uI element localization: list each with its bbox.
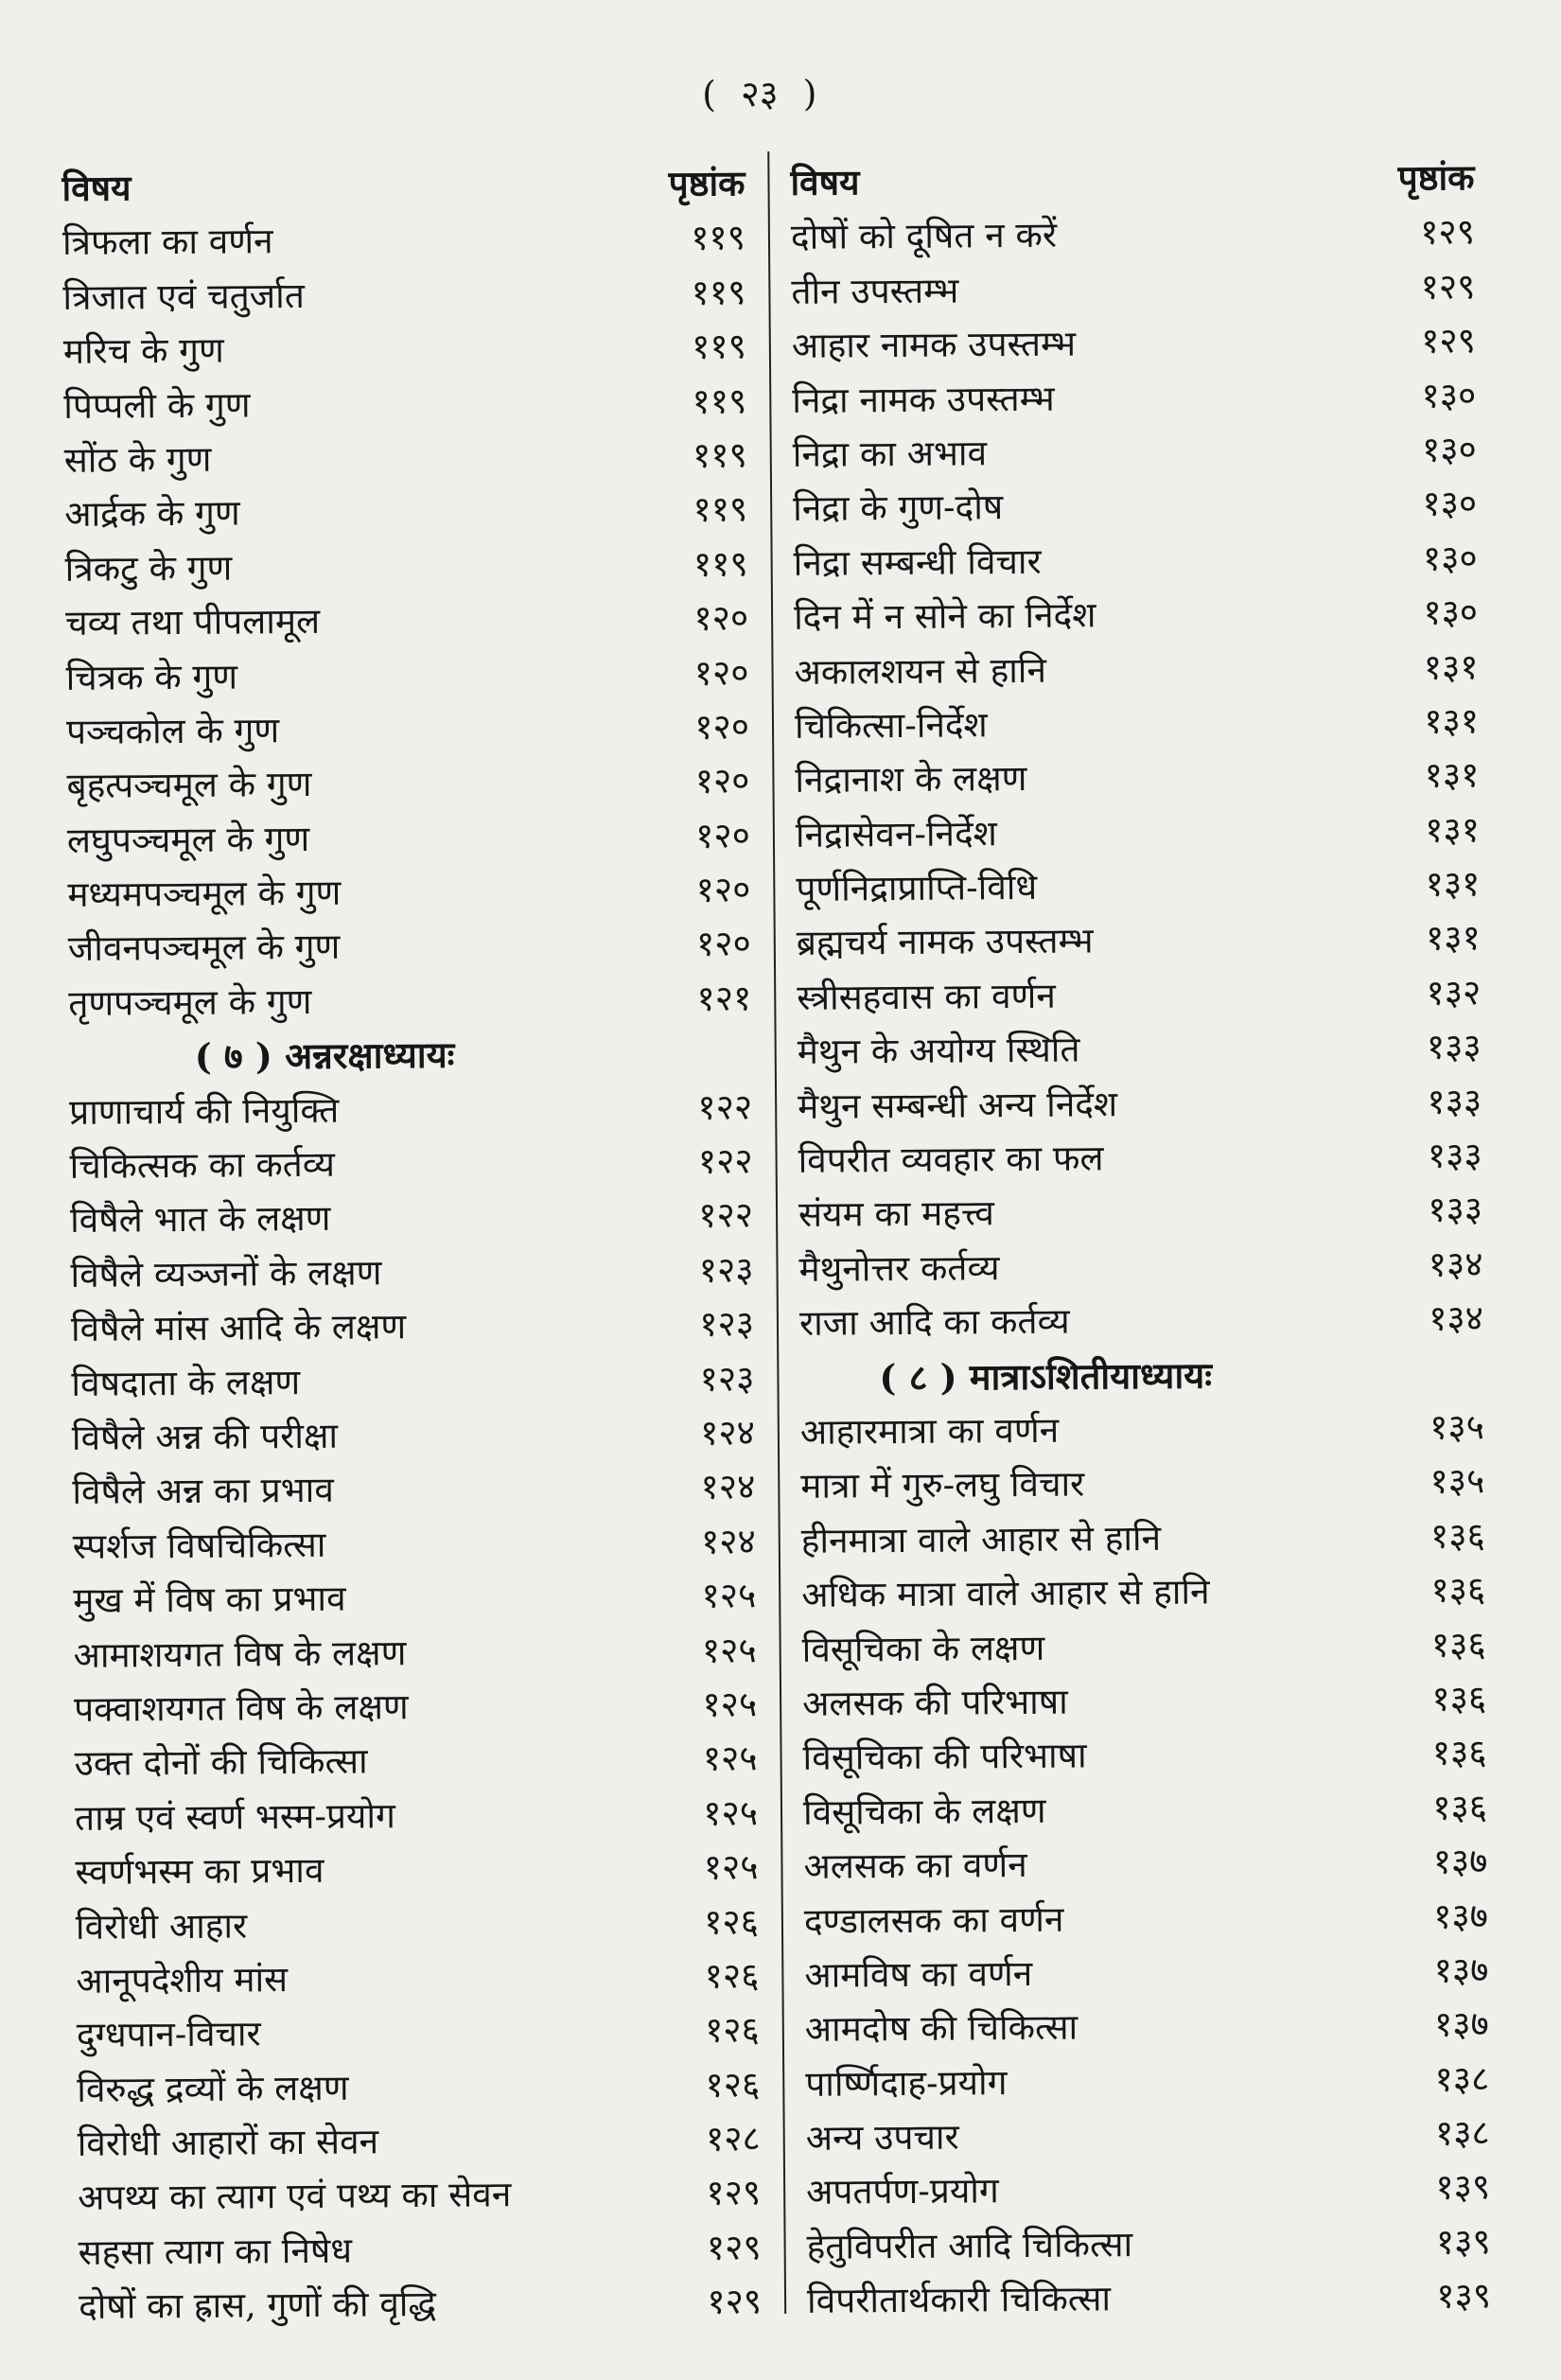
entry-page: १२० [694, 760, 750, 802]
entry-page: १३५ [1429, 1460, 1485, 1502]
index-row [77, 2057, 760, 2117]
index-row [793, 477, 1477, 537]
entry-title: मुख में विष का प्रभाव [73, 1578, 346, 1622]
entry-title: निद्रा नामक उपस्तम्भ [792, 378, 1055, 421]
entry-title: स्वर्णभस्म का प्रभाव [75, 1849, 324, 1893]
index-column-right [790, 150, 1491, 2328]
entry-title: ब्रह्मचर्य नामक उपस्तम्भ [796, 920, 1094, 964]
entry-page: १२२ [697, 1085, 753, 1128]
entry-page: १३१ [1424, 700, 1480, 742]
index-row [801, 1562, 1485, 1622]
entry-title: विषैले अन्न की परीक्षा [71, 1415, 339, 1458]
entry-title: दण्डालसक का वर्णन [803, 1898, 1064, 1942]
index-row [74, 1732, 757, 1791]
index-row [64, 537, 747, 596]
index-row [70, 1189, 753, 1248]
entry-title: निद्रा के गुण-दोष [793, 486, 1004, 530]
entry-page: १२० [695, 814, 751, 856]
entry-title: विपरीत व्यवहार का फल [798, 1137, 1104, 1181]
index-row [74, 1677, 757, 1737]
entry-title: निद्रा का अभाव [792, 432, 988, 475]
index-row [798, 1074, 1482, 1134]
entry-page: १३६ [1429, 1514, 1485, 1557]
entry-title: मैथुनोत्तर कर्तव्य [798, 1246, 1000, 1290]
entry-title: मरिच के गुण [62, 329, 224, 373]
entry-title: आनूपदेशीय मांस [76, 1959, 289, 2001]
entry-title: आमविष का वर्णन [804, 1952, 1033, 1996]
entry-page: १३९ [1435, 2220, 1491, 2263]
index-row [805, 1997, 1489, 2056]
entry-title: विषैले मांस आदि के लक्षण [70, 1306, 407, 1350]
entry-page: १२१ [696, 978, 752, 1019]
entry-page: १२० [695, 923, 751, 965]
entry-title: दिन में न सोने का निर्देश [793, 594, 1096, 638]
entry-title: विरोधी आहारों का सेवन [77, 2121, 379, 2164]
index-row [71, 1296, 754, 1356]
index-row [805, 2052, 1489, 2111]
entry-page: १३६ [1430, 1623, 1486, 1666]
entry-page: ११९ [692, 434, 747, 476]
index-row [76, 1895, 759, 1954]
index-row [67, 862, 750, 922]
entry-page: १२६ [704, 1900, 760, 1943]
index-row [799, 1291, 1483, 1350]
entry-title: मैथुन सम्बन्धी अन्य निर्देश [797, 1083, 1118, 1127]
entry-title: अकालशयन से हानि [794, 649, 1047, 693]
entry-title: तीन उपस्तम्भ [791, 270, 959, 312]
entry-page: १३१ [1423, 645, 1479, 688]
entry-title: विसूचिका के लक्षण [801, 1627, 1045, 1670]
index-row [65, 645, 748, 705]
index-row [68, 971, 751, 1031]
entry-title: राजा आदि का कर्तव्य [798, 1300, 1070, 1345]
entry-page: १३४ [1429, 1297, 1484, 1339]
entry-page: १२५ [703, 1846, 759, 1888]
entry-page: १२० [694, 706, 750, 748]
index-header-page: पृष्ठांक [668, 162, 745, 204]
entry-page: १३१ [1425, 917, 1481, 960]
index-header-row [61, 156, 745, 216]
index-row [796, 856, 1480, 916]
index-row [63, 374, 746, 433]
entry-title: अपथ्य का त्याग एवं पथ्य का सेवन [78, 2174, 512, 2219]
entry-title: बृहत्पञ्चमूल के गुण [66, 764, 312, 807]
section-heading: ( ७ ) अन्नरक्षाध्यायः [194, 1032, 455, 1079]
index-row [793, 422, 1477, 482]
entry-page: १२० [693, 651, 749, 694]
section-heading-row [799, 1346, 1483, 1405]
index-header-subject: विषय [61, 167, 132, 209]
index-row [78, 2111, 761, 2171]
entry-page: १३३ [1426, 1026, 1482, 1067]
entry-title: चिकित्सक का कर्तव्य [69, 1143, 336, 1187]
index-row [792, 368, 1476, 428]
entry-title: विरुद्ध द्रव्यों के लक्षण [77, 2067, 349, 2110]
index-row [76, 1948, 759, 2008]
index-row [70, 1243, 753, 1302]
index-row [791, 205, 1475, 265]
entry-page: १२४ [699, 1412, 756, 1454]
entry-page: ११९ [691, 272, 746, 313]
index-row [795, 748, 1479, 807]
entry-title: आहार नामक उपस्तम्भ [791, 323, 1077, 367]
index-header-subject: विषय [790, 161, 860, 203]
entry-page: १२४ [700, 1520, 756, 1562]
entry-page: १३१ [1424, 808, 1481, 851]
index-row [797, 1019, 1481, 1079]
entry-title: विषदाता के लक्षण [71, 1361, 301, 1404]
page-number: ( २३ ) [701, 72, 817, 115]
entry-page: १३७ [1432, 1841, 1488, 1882]
entry-title: पिप्पली के गुण [63, 383, 251, 427]
index-row [64, 483, 747, 542]
entry-title: अलसक की परिभाषा [801, 1681, 1068, 1724]
entry-page: १३३ [1427, 1135, 1482, 1176]
index-row [72, 1460, 755, 1520]
index-row [797, 911, 1481, 971]
index-row [804, 1889, 1488, 1948]
entry-page: ११९ [693, 488, 748, 531]
index-row [806, 2160, 1490, 2220]
entry-title: विरोधी आहार [75, 1904, 248, 1948]
entry-title: विसूचिका की परिभाषा [802, 1735, 1087, 1779]
entry-page: १३६ [1432, 1786, 1488, 1828]
entry-title: मात्रा में गुरु-लघु विचार [800, 1463, 1085, 1507]
entry-title: विपरीतार्थकारी चिकित्सा [806, 2278, 1112, 2322]
entry-title: त्रिजात एवं चतुर्जात [62, 274, 305, 318]
entry-page: ११९ [692, 379, 747, 422]
section-heading: ( ८ ) मात्राऽशितीयाध्यायः [879, 1353, 1213, 1399]
entry-title: पक्वाशयगत विष के लक्षण [73, 1686, 409, 1730]
entry-page: १२९ [1420, 211, 1476, 254]
entry-title: सोंठ के गुण [63, 438, 212, 481]
entry-title: हेतुविपरीत आदि चिकित्सा [806, 2223, 1133, 2267]
entry-title: निद्रा सम्बन्धी विचार [793, 540, 1042, 584]
entry-title: सहसा त्याग का निषेध [78, 2230, 353, 2273]
entry-page: १२४ [700, 1466, 756, 1508]
index-row [803, 1780, 1487, 1840]
entry-page: १३० [1422, 483, 1478, 524]
index-header-page: पृष्ठांक [1397, 156, 1475, 199]
entry-page: १२२ [698, 1194, 754, 1237]
index-page [28, 51, 1532, 2362]
entry-page: १२५ [702, 1737, 758, 1779]
entry-title: स्पर्शज विषचिकित्सा [72, 1524, 326, 1567]
entry-title: विषैले अन्न का प्रभाव [72, 1470, 335, 1513]
index-row [77, 2002, 760, 2062]
entry-page: १२६ [705, 2063, 761, 2106]
index-row [791, 259, 1475, 319]
index-row [792, 313, 1476, 373]
index-row [62, 265, 745, 325]
index-row [79, 2274, 762, 2334]
entry-title: आमदोष की चिकित्सा [804, 2006, 1079, 2051]
index-row [66, 699, 749, 759]
entry-title: चिकित्सा-निर्देश [794, 704, 988, 747]
index-row [800, 1400, 1484, 1459]
index-row [802, 1671, 1486, 1731]
index-row [71, 1351, 754, 1411]
entry-title: निद्रासेवन-निर्देश [795, 812, 997, 855]
index-row [793, 531, 1477, 591]
entry-title: आर्द्रक के गुण [64, 492, 240, 536]
entry-title: अधिक मात्रा वाले आहार से हानि [801, 1571, 1210, 1615]
entry-page: १२९ [1420, 265, 1476, 308]
index-row [66, 754, 749, 814]
entry-title: जीवनपञ्चमूल के गुण [67, 926, 341, 970]
entry-title: विसूचिका के लक्षण [802, 1789, 1046, 1833]
entry-title: दोषों का ह्रास, गुणों की वृद्धि [78, 2283, 437, 2328]
entry-title: दोषों को दूषित न करें [790, 215, 1058, 258]
entry-page: १२२ [697, 1140, 753, 1182]
entry-title: अलसक का वर्णन [803, 1844, 1027, 1887]
entry-page: १२८ [705, 2118, 761, 2160]
entry-page: १३६ [1431, 1678, 1487, 1719]
index-row [802, 1725, 1486, 1785]
entry-page: ११९ [691, 217, 746, 259]
index-row [73, 1568, 756, 1628]
entry-title: विषैले व्यञ्जनों के लक्षण [70, 1252, 382, 1296]
entry-title: लघुपञ्चमूल के गुण [66, 818, 310, 861]
index-row [798, 1128, 1482, 1188]
entry-title: त्रिकटु के गुण [64, 547, 233, 590]
entry-page: १३९ [1436, 2275, 1492, 2317]
entry-page: १२५ [701, 1575, 757, 1616]
index-row [64, 428, 747, 487]
index-row [67, 808, 750, 868]
entry-page: १२० [695, 869, 751, 910]
entry-page: १३१ [1425, 863, 1481, 905]
entry-page: १३४ [1428, 1243, 1483, 1285]
index-row [73, 1623, 756, 1683]
entry-page: १३० [1422, 537, 1478, 579]
entry-page: १३७ [1433, 1895, 1489, 1937]
index-row [803, 1834, 1487, 1894]
entry-page: १२३ [699, 1303, 755, 1345]
entry-title: उक्त दोनों की चिकित्सा [74, 1740, 368, 1785]
entry-title: स्त्रीसहवास का वर्णन [797, 975, 1057, 1018]
entry-page: १२५ [701, 1629, 757, 1671]
entry-title: अपतर्पण-प्रयोग [806, 2170, 999, 2213]
entry-page: १२६ [704, 2009, 761, 2051]
entry-title: संयम का महत्त्व [798, 1192, 994, 1236]
entry-page: १३० [1421, 374, 1477, 416]
entry-title: प्राणाचार्य की नियुक्ति [69, 1089, 340, 1133]
entry-title: चित्रक के गुण [65, 656, 238, 698]
entry-page: १२९ [707, 2281, 763, 2322]
entry-title: आहारमात्रा का वर्णन [799, 1409, 1060, 1453]
entry-page: १३७ [1433, 1949, 1489, 1991]
index-row [795, 694, 1479, 753]
index-row [807, 2268, 1491, 2328]
entry-page: १३८ [1434, 2112, 1490, 2154]
index-row [72, 1405, 755, 1465]
index-row [801, 1617, 1485, 1677]
entry-page: १३३ [1427, 1080, 1482, 1122]
section-heading-row [69, 1025, 752, 1084]
entry-page: १३६ [1430, 1569, 1486, 1611]
entry-page: १३३ [1428, 1189, 1483, 1231]
entry-title: आमाशयगत विष के लक्षण [73, 1631, 407, 1676]
index-row [65, 591, 748, 650]
index-row [794, 585, 1478, 644]
entry-page: १३८ [1434, 2057, 1490, 2100]
entry-page: १३५ [1429, 1406, 1485, 1448]
index-row [798, 1183, 1482, 1243]
index-column-left [61, 156, 762, 2334]
entry-page: ११९ [693, 542, 748, 585]
index-row [68, 917, 751, 977]
entry-page: १२५ [703, 1791, 759, 1834]
index-row [797, 965, 1481, 1025]
entry-page: १२३ [699, 1357, 755, 1400]
entry-title: मध्यमपञ्चमूल के गुण [67, 872, 342, 915]
index-row [801, 1508, 1485, 1568]
index-row [796, 802, 1480, 862]
entry-page: १३२ [1426, 972, 1482, 1014]
entry-page: १२९ [706, 2172, 762, 2214]
entry-title: चव्य तथा पीपलामूल [64, 600, 321, 644]
index-row [69, 1134, 752, 1193]
entry-page: १२३ [698, 1249, 754, 1291]
entry-page: १२० [693, 597, 749, 639]
entry-title: विषैले भात के लक्षण [69, 1198, 331, 1242]
entry-title: मैथुन के अयोग्य स्थिति [797, 1029, 1080, 1073]
index-row [62, 211, 745, 271]
entry-title: पूर्णनिद्राप्राप्ति-विधि [796, 866, 1038, 909]
index-row [73, 1514, 756, 1574]
entry-page: १३० [1421, 429, 1477, 470]
index-row [63, 319, 746, 379]
entry-page: १३० [1423, 591, 1479, 633]
entry-page: १२९ [706, 2227, 762, 2268]
entry-page: ११९ [691, 326, 747, 367]
entry-title: पार्ष्णिदाह-प्रयोग [805, 2061, 1008, 2105]
entry-page: १२९ [1420, 320, 1477, 361]
entry-title: दुग्धपान-विचार [76, 2013, 261, 2056]
entry-title: हीनमात्रा वाले आहार से हानि [800, 1517, 1162, 1561]
entry-title: ताम्र एवं स्वर्ण भस्म-प्रयोग [74, 1794, 396, 1839]
entry-page: १२६ [704, 1955, 760, 1997]
index-row [78, 2220, 761, 2280]
index-header-row [790, 150, 1474, 210]
index-row [794, 640, 1478, 699]
index-row [806, 2106, 1490, 2165]
entry-page: १३९ [1435, 2166, 1491, 2209]
index-row [69, 1080, 752, 1139]
index-row [75, 1786, 758, 1845]
entry-title: निद्रानाश के लक्षण [795, 758, 1027, 802]
entry-title: पञ्चकोल के गुण [65, 710, 280, 752]
entry-page: १३१ [1424, 754, 1480, 796]
entry-page: १२५ [702, 1684, 758, 1725]
index-row [78, 2166, 761, 2226]
index-row [798, 1237, 1482, 1296]
column-divider [767, 151, 786, 2314]
entry-title: अन्य उपचार [805, 2116, 959, 2159]
entry-title: त्रिफला का वर्णन [61, 220, 273, 264]
index-row [804, 1943, 1488, 2002]
index-row [800, 1454, 1484, 1514]
index-row [806, 2214, 1490, 2274]
entry-page: १३६ [1431, 1732, 1487, 1773]
index-row [75, 1840, 758, 1899]
entry-page: १३७ [1433, 2003, 1489, 2045]
entry-title: तृणपञ्चमूल के गुण [68, 980, 312, 1024]
